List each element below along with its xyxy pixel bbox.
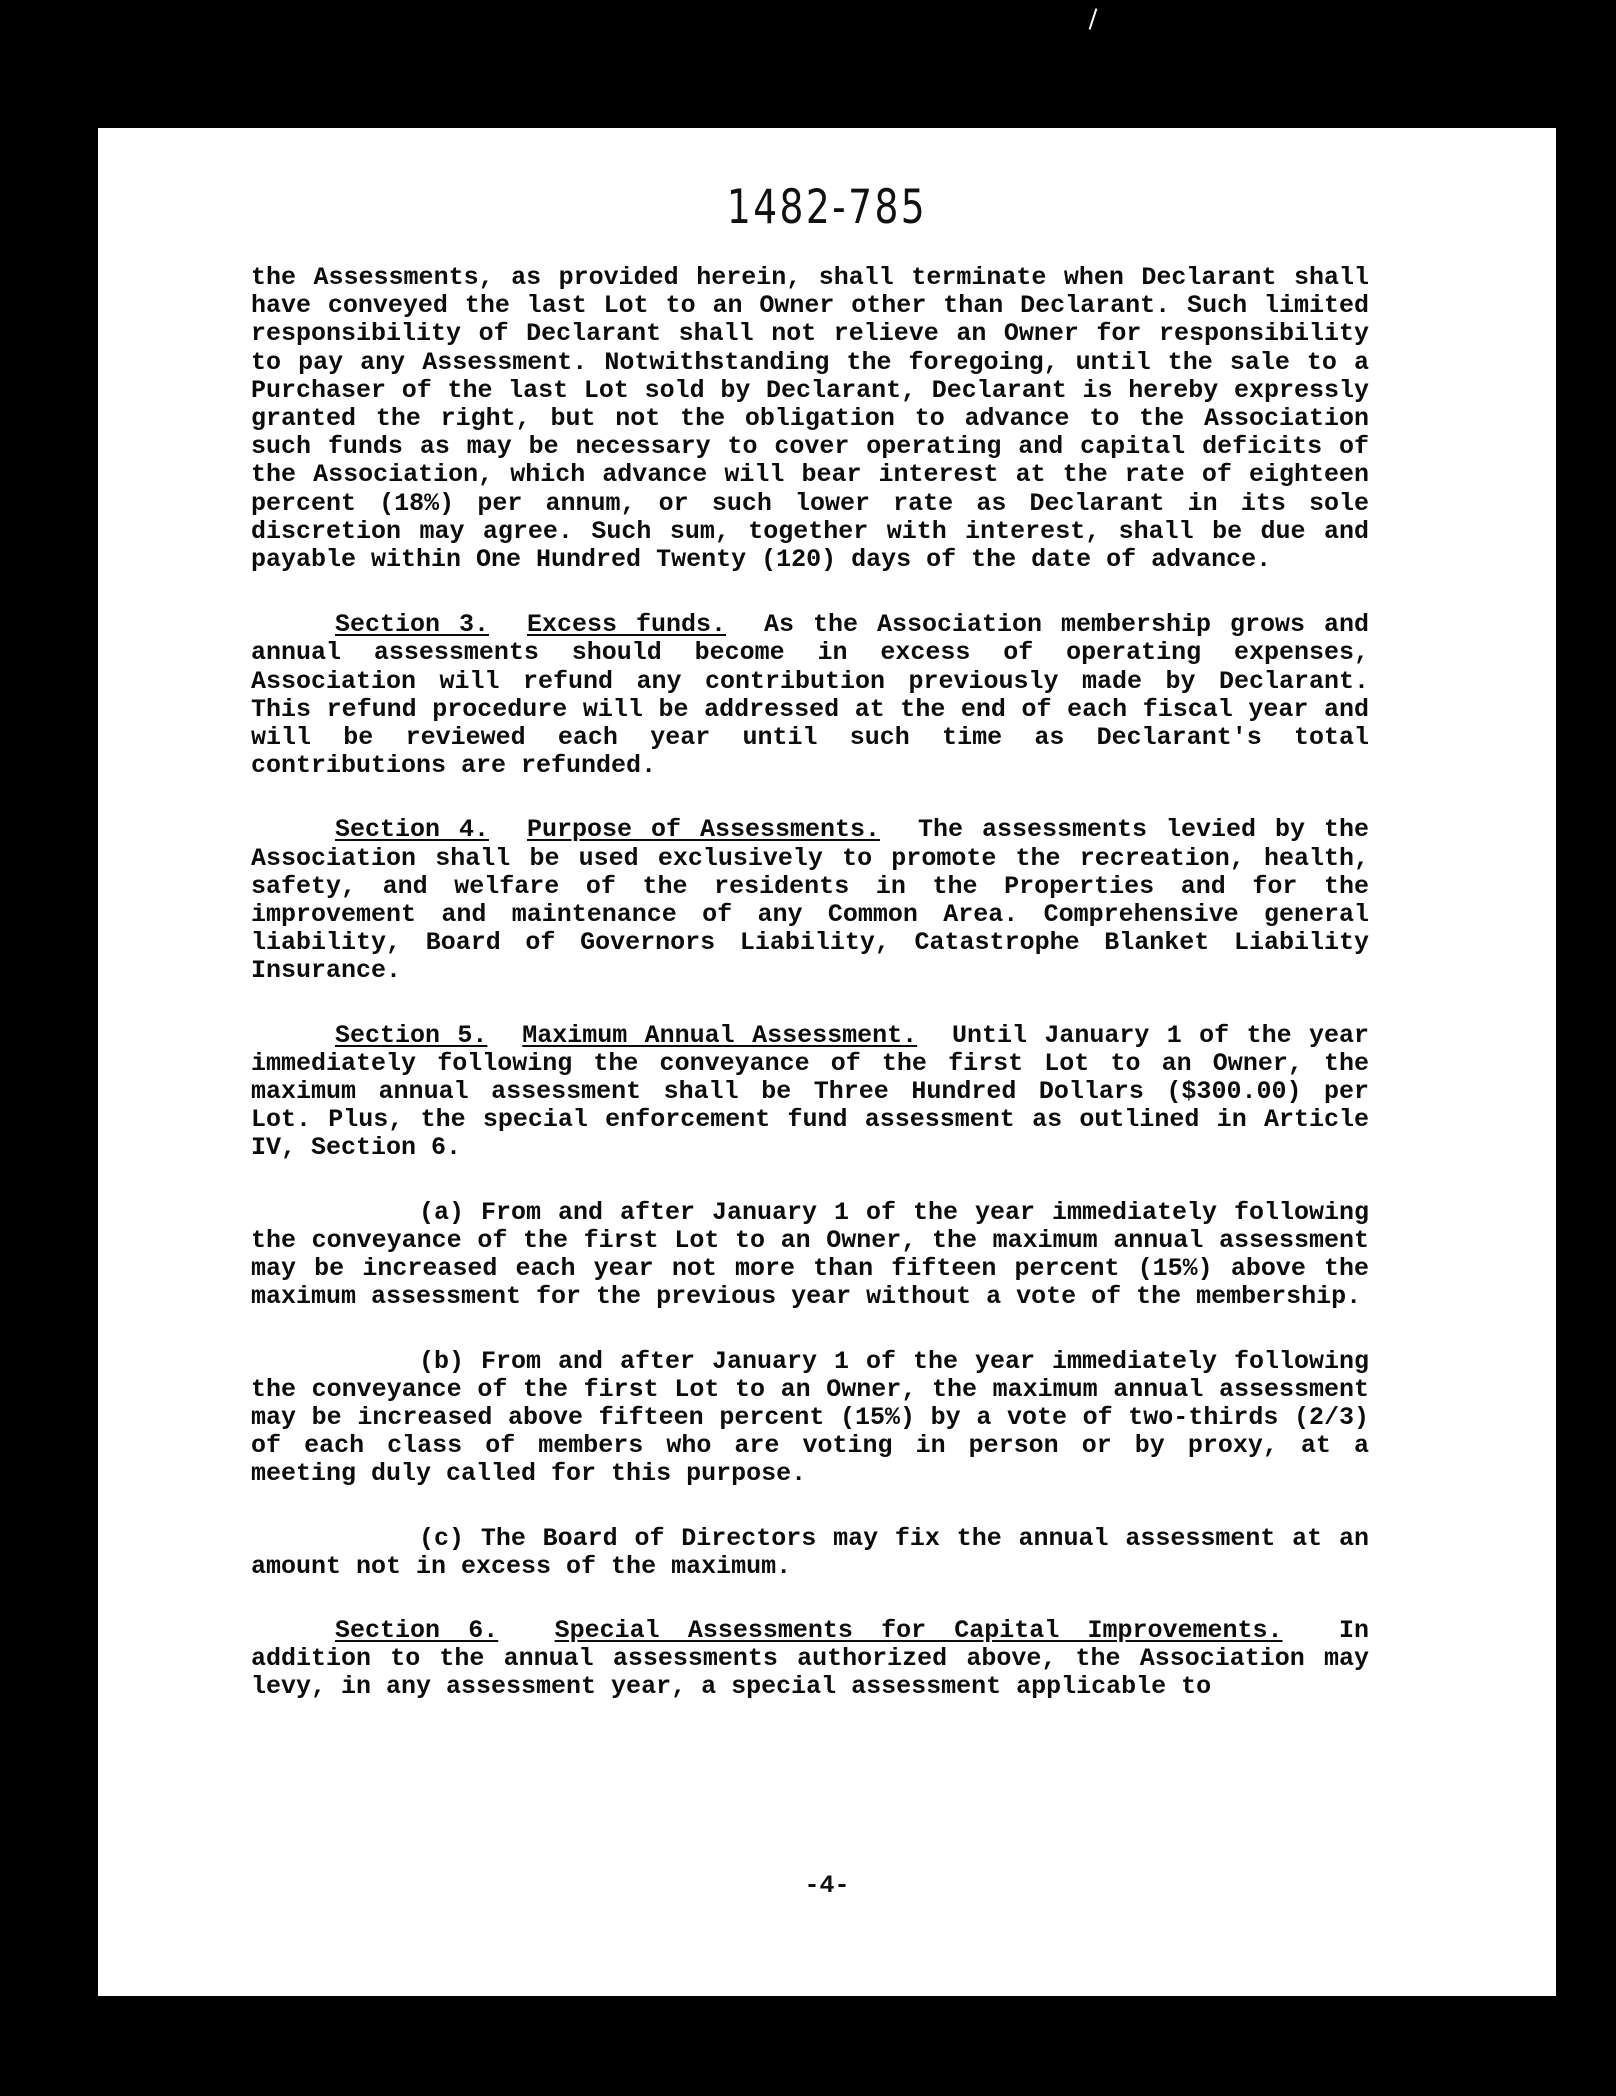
section-6-text: In addition to the annual assessments authorized above, the Association may levy, in any assessment year, a special assessment applicable to — [251, 1615, 1369, 1702]
section-5-number: Section 5. — [335, 1020, 488, 1050]
section-3-number: Section 3. — [335, 610, 490, 640]
section-4-paragraph — [251, 816, 1369, 985]
page-number: -4- — [804, 1871, 850, 1900]
section-5-paragraph — [251, 1022, 1369, 1163]
document-number: 1482-785 — [726, 180, 928, 235]
document-page — [98, 128, 1556, 1996]
section-4-text: The assessments levied by the Association shall be used exclusively to promote the recreation, health, safety, and welfare of the residents in the Properties and for the improvement and maintenance of any Common Area. Comprehensive general liability, Board of Governors Liability, Catastrophe Blanket Liability Insurance. — [251, 815, 1369, 986]
section-3-text: As the Association membership grows and annual assessments should become in excess of operating expenses, Association will refund any contribution previously made by Declarant. This refund procedure will be addressed at the end of each fiscal year and will be reviewed each year until such time as Declarant's total contributions are refunded. — [251, 610, 1369, 781]
section-5-title: Maximum Annual Assessment. — [522, 1020, 918, 1050]
section-6-number: Section 6. — [335, 1615, 499, 1645]
document-body — [251, 264, 1369, 1738]
section-6-paragraph — [251, 1617, 1369, 1702]
section-3-paragraph — [251, 611, 1369, 780]
section-5-subparagraph-a: (a) From and after January 1 of the year immediately following the conveyance of the first Lot to an Owner, the maximum annual assessment may be increased each year not more than fifteen percent (15%) above the maximum assessment for the previous year without a vote of the membership. — [251, 1197, 1369, 1312]
intro-paragraph: the Assessments, as provided herein, shall terminate when Declarant shall have conveyed the last Lot to an Owner other than Declarant. Such limited responsibility of Declarant shall not relieve an Owner for responsibility to pay any Assessment. Notwithstanding the foregoing, until the sale to a Purchaser of the last Lot sold by Declarant, Declarant is hereby expressly granted the right, but not the obligation to advance to the Association such funds as may be necessary to cover operating and capital deficits of the Association, which advance will bear interest at the rate of eighteen percent (18%) per annum, or such lower rate as Declarant in its sole discretion may agree. Such sum, together with interest, shall be due and payable within One Hundred Twenty (120) days of the date of advance. — [251, 263, 1369, 575]
section-6-title: Special Assessments for Capital Improvements. — [554, 1615, 1283, 1645]
section-5-subparagraph-c: (c) The Board of Directors may fix the annual assessment at an amount not in excess of the maximum. — [251, 1523, 1369, 1581]
section-5-text: Until January 1 of the year immediately following the conveyance of the first Lot to an Owner, the maximum annual assessment shall be Three Hundred Dollars ($300.00) per Lot. Plus, the special enforcement fund assessment as outlined in Article IV, Section 6. — [251, 1020, 1369, 1163]
section-5-subparagraph-b: (b) From and after January 1 of the year immediately following the conveyance of the first Lot to an Owner, the maximum annual assessment may be increased above fifteen percent (15%) by a vote of two-thirds (2/3) of each class of members who are voting in person or by proxy, at a meeting duly called for this purpose. — [251, 1346, 1369, 1489]
section-4-number: Section 4. — [335, 815, 490, 845]
section-3-title: Excess funds. — [526, 610, 726, 640]
section-4-title: Purpose of Assessments. — [526, 815, 881, 845]
scan-artifact — [1089, 8, 1098, 30]
